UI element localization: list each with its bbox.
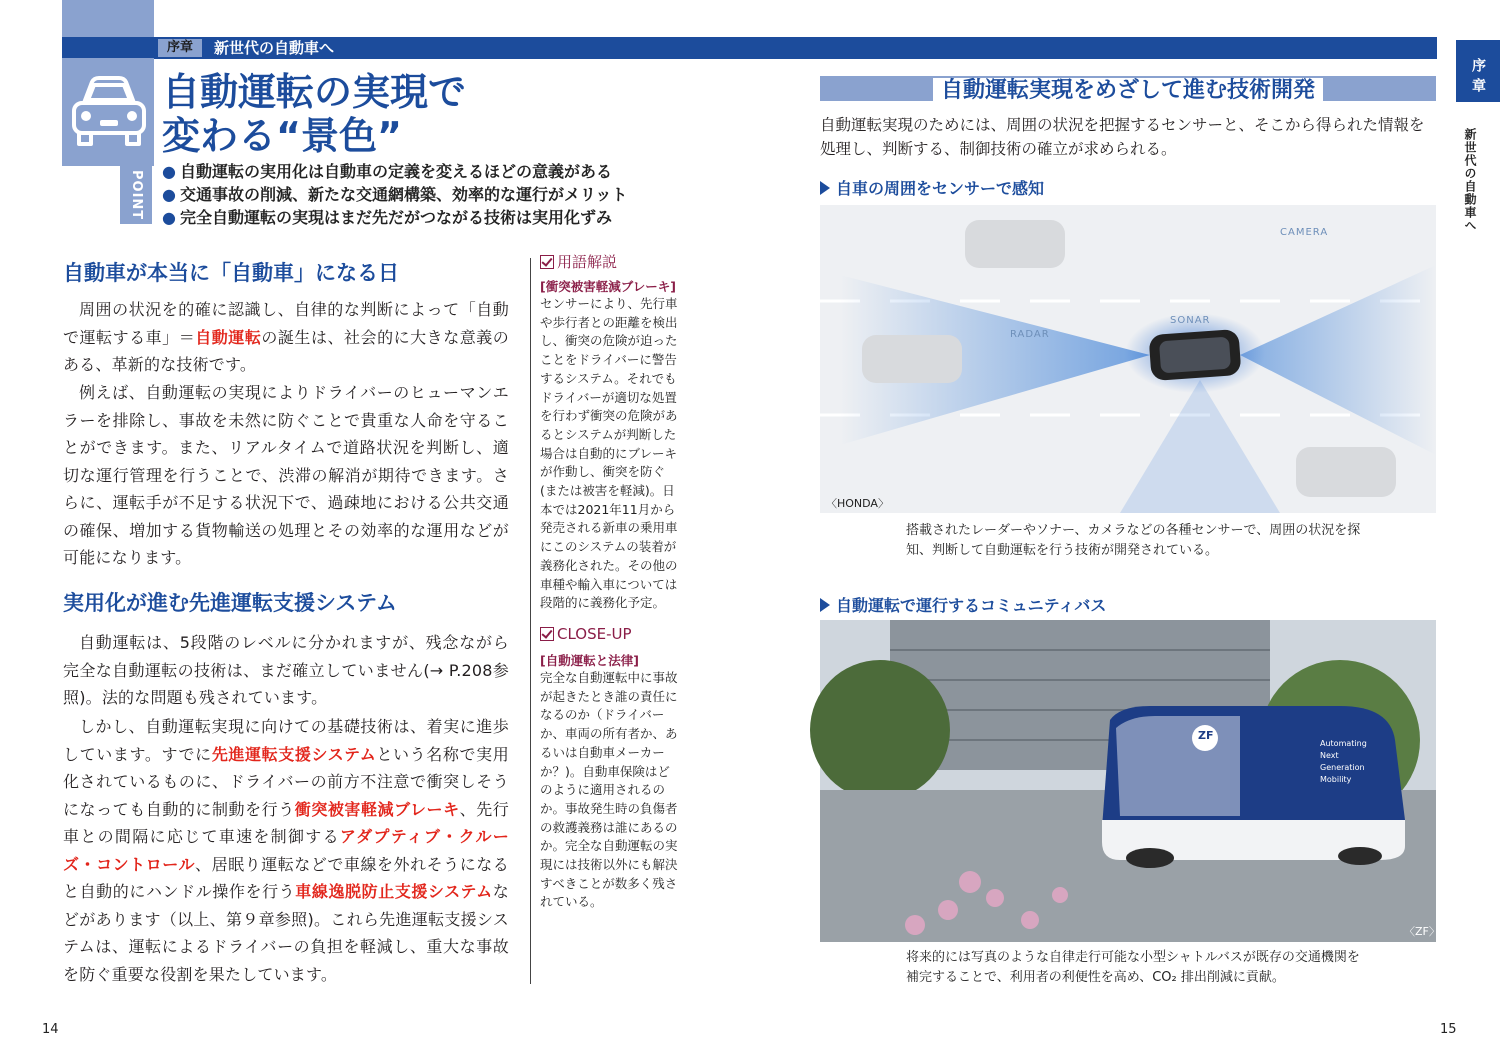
key-term: 先進運転支援システム <box>211 744 377 764</box>
key-term: 衝突被害軽減ブレーキ <box>294 799 460 819</box>
glossary-heading-label: 用語解説 <box>557 253 618 271</box>
triangle-icon <box>820 181 830 195</box>
bus-text-line: Automating <box>1320 739 1367 748</box>
text-run: などがあります（以上、第９章参照)。これら先進運転支援システムは、運転によるドライバーの負担を軽減し、重大な事故を防ぐ重要な役割を果たしています。 <box>63 882 509 984</box>
side-tab-text: 新世代の自動車へ <box>1463 128 1477 232</box>
glossary-term: [衝突被害軽減ブレーキ] <box>540 279 676 294</box>
chapter-tag: 序章 <box>158 39 202 57</box>
section-heading-2: 実用化が進む先進運転支援システム <box>63 591 397 615</box>
subheading-sensors <box>820 176 1044 199</box>
glossary-heading <box>540 251 617 272</box>
radar-label: RADAR <box>1010 329 1050 340</box>
bus-text <box>1320 738 1367 786</box>
page-title-line2: 変わる“景色” <box>162 114 402 158</box>
bus-text-line: Generation <box>1320 763 1365 772</box>
page-title <box>162 70 466 158</box>
camera-label: CAMERA <box>1280 227 1329 238</box>
bullet-icon: ● <box>162 208 176 227</box>
chapter-title: 新世代の自動車へ <box>214 39 335 57</box>
key-term: 自動運転 <box>195 327 262 347</box>
section2-paragraph-2 <box>63 713 509 988</box>
section1-paragraph-1 <box>63 296 509 379</box>
text-run: 周囲の状況を的確に認識し、自律的な判断によって「自動で運転する車」＝ <box>63 300 509 347</box>
section2-paragraph-1: 自動運転は、5段階のレベルに分かれますが、残念ながら完全な自動運転の技術は、まだ確立していません(→ P.208参照)。法的な問題も残されています。 <box>63 633 509 707</box>
bullet-icon: ● <box>162 162 176 181</box>
side-tab-label: 序章 <box>1470 58 1486 98</box>
closeup-heading <box>540 625 632 643</box>
checkbox-icon <box>540 627 554 641</box>
text-run: 、先行車との間隔に応じて車速を制御する <box>63 799 509 846</box>
point-item <box>162 207 612 229</box>
key-term: 車線逸脱防止支援システム <box>295 882 493 901</box>
column-divider <box>530 258 531 984</box>
sensor-diagram-illustration <box>820 205 1436 513</box>
subheading-label: 自車の周囲をセンサーで感知 <box>836 179 1045 198</box>
zf-logo: ZF <box>1198 729 1214 742</box>
point-item-text: 完全自動運転の実現はまだ先だがつながる技術は実用化ずみ <box>179 208 612 227</box>
section1-paragraph-2: 例えば、自動運転の実現によりドライバーのヒューマンエラーを排除し、事故を未然に防ぐことで貴重な人命を守ることができます。また、リアルタイムで道路状況を判断し、適切な運行管理を行うことで、渋滞の解消が期待できます。さらに、運転手が不足する状況下で、過疎地における公共交通の確保、増加する貨物輸送の処理とその効率的な運用などが可能になります。 <box>63 383 509 567</box>
point-item-text: 自動運転の実用化は自動車の定義を変えるほどの意義がある <box>179 162 612 181</box>
point-label: POINT <box>129 169 144 221</box>
triangle-icon <box>820 598 830 612</box>
shuttle-bus-photo <box>820 620 1440 942</box>
right-intro: 自動運転実現のためには、周囲の状況を把握するセンサーと、そこから得られた情報を処理し、判断する、制御技術の確立が求められる。 <box>820 116 1425 158</box>
right-banner-label: 自動運転実現をめざして進む技術開発 <box>933 78 1323 103</box>
text-run: しかし、自動運転実現に向けての基礎技術は、着実に進歩しています。すでに <box>63 717 509 764</box>
checkbox-icon <box>540 255 554 269</box>
point-item <box>162 184 627 206</box>
right-banner-title <box>820 73 1436 104</box>
text-run: という名称で実用化されているものに、ドライバーの前方不注意で衝突しそうになっても自動的に制動を行う <box>63 744 509 819</box>
bullet-icon: ● <box>162 185 176 204</box>
bus-text-line: Next <box>1320 751 1339 760</box>
page-number-left: 14 <box>42 1022 59 1037</box>
caption-sensors: 搭載されたレーダーやソナー、カメラなどの各種センサーで、周囲の状況を探知、判断して自動運転を行う技術が開発されている。 <box>906 523 1361 558</box>
subheading-label: 自動運転で運行するコミュニティバス <box>836 596 1107 615</box>
caption-bus: 将来的には写真のような自律走行可能な小型シャトルバスが既存の交通機関を補完することで、利用者の利便性を高め、CO₂ 排出削減に貢献。 <box>906 950 1360 985</box>
bus-text-line: Mobility <box>1320 775 1352 784</box>
closeup-term: [自動運転と法律] <box>540 653 639 668</box>
section-heading-1: 自動車が本当に「自動車」になる日 <box>63 261 399 285</box>
point-item <box>162 161 612 183</box>
page-number-right: 15 <box>1440 1022 1457 1037</box>
key-term: アダプティブ・クルーズ・コントロール <box>63 827 510 874</box>
point-item-text: 交通事故の削減、新たな交通網構築、効率的な運行がメリット <box>179 185 628 204</box>
glossary-text: センサーにより、先行車や歩行者との距離を検出し、衝突の危険が迫ったことをドライバーに警告するシステム。それでもドライバーが適切な処置を行わず衝突の危険があるとシステムが判断した場合は自動的にブレーキが作動し、衝突を防ぐ(または被害を軽減)。日本では2021年11月から発売される新車の乗用車にこのシステムの装着が義務化された。その他の車種や輸入車については段階的に義務化予定。 <box>540 296 678 611</box>
image-credit: 〈ZF〉 <box>1404 925 1440 938</box>
closeup-heading-label: CLOSE-UP <box>557 625 632 643</box>
sensor-diagram-image <box>820 205 1436 513</box>
sonar-label: SONAR <box>1170 315 1211 326</box>
text-run: の誕生は、社会的に大きな意義のある、革新的な技術です。 <box>63 327 509 374</box>
subheading-bus <box>820 593 1106 616</box>
closeup-text: 完全な自動運転中に事故が起きたとき誰の責任になるのか（ドライバーか、車両の所有者か、あるいは自動車メーカーか？)。自動車保険はどのように適用されるのか。事故発生時の負傷者の救護義務は誰にあるのか。完全な自動運転の実現には技術以外にも解決すべきことが数多く残されている。 <box>540 670 678 910</box>
car-icon <box>62 58 154 166</box>
title-icon-block <box>62 58 154 166</box>
page-title-line1: 自動運転の実現で <box>162 70 467 114</box>
image-credit: 〈HONDA〉 <box>826 497 889 510</box>
text-run: 、居眠り運転などで車線を外れそうになると自動的にハンドル操作を行う <box>63 854 509 901</box>
